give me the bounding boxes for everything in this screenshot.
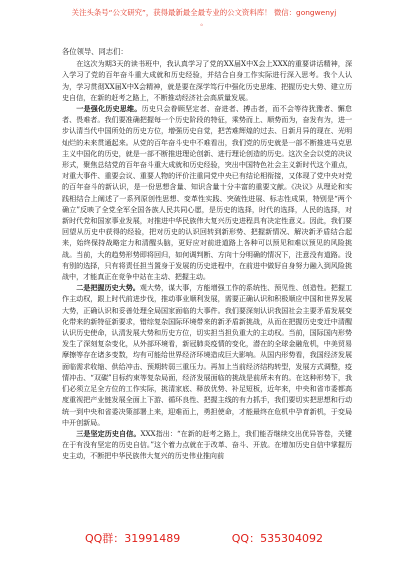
paragraph-history-trend	[62, 282, 352, 428]
paragraph-history-confidence	[62, 428, 352, 462]
paragraph-history-thinking	[62, 103, 352, 282]
section-body-1: 历史只会眷顾坚定者、奋进者、搏击者，而不会等待犹豫者、懈怠者、畏难者。我们要准确把握每一个历史阶段的特征，乘势而上、顺势而为，奋发有为，进一步认清当代中国所处的历史方位，增强历史自觉，把苦难辉煌的过去、日新月异的现在、光明灿烂的未来贯通起来。从党的百年奋斗史中不难看出，我们党的历史就是一部不断推进马克思主义中国化的历史，就是一部不断推进理论创新、进行理论创造的历史。这次全会以党的决议形式，聚焦总结党的百年奋斗重大成就和历史经验，突出中国特色社会主义新时代这个重点，对重大事件、重要会议、重要人物的评价注重同党中央已有结论相衔接，又体现了党中央对党的百年奋斗的新认识，是一份思想含量、知识含量十分丰富的重要文献。《决议》从理论和实践相结合上阐述了一系列原创性思想、变革性实践、突破性进展、标志性成果，特别是“两个确立”反映了全党全军全国各族人民共同心愿，是历史的选择，时代的选择，人民的选择，对新时代党和国家事业发展，对推进中华民族伟大复兴历史进程具有决定性意义。因此，我们要回望从历史中获得的经验，把对历史的认识回转到新形势、把握新情况、解决新矛盾结合起来，始终保持战略定力和清醒头脑，更好应对前进道路上各种可以预见和难以预见的风险挑战。当前，大的趋势形势即将回归，如何调判断、方向十分明确的情况下，注意没有道路。没有别的选择，只有将责任担当置身于发展的历史进程中，在前进中做好自身努力融入到风险挑战中，才能真正在竞争中站在主动、把握主动。	[62, 104, 352, 282]
greeting: 各位领导、同志们：	[62, 47, 128, 56]
section-heading-2: 二是把握历史大势。	[76, 283, 140, 293]
section-body-3: XXX指出：“在新的赶考之路上，我们能否继续交出优异答卷，关键在于有没有坚定的历史自信。”这个着力点就在于改革、奋斗、开放。在增加历史自信中掌握历史主动，不断把中华民族伟大复兴的历史伟业推向前	[62, 428, 352, 461]
promo-banner	[0, 8, 408, 42]
qq-number: QQ：535304092	[231, 532, 324, 545]
section-heading-1: 一是强化历史思维。	[76, 104, 142, 114]
promo-banner-text: 关注头条号“公文研究”，获得最新最全最专业的公文资料库！ 微信：gongwenyj	[71, 8, 337, 17]
promo-banner-punct: 。	[200, 18, 208, 27]
document-body	[62, 46, 352, 516]
section-heading-3: 三是坚定历史自信。	[76, 428, 141, 438]
paragraph-intro: 在这次为期3天的读书班中，我认真学习了党的XX届X中X会上XXX的重要讲话精神，深入学习了党的百年奋斗重大成就和历史经验，并结合自身工作实际进行深入思考。我个人认为，学习贯彻XX届X中X会精神，就是要在深学笃行中强化历史思维、把握历史大势、建立历史自信，在新的赶考之路上，不断推动经济社会高质量发展。	[62, 59, 352, 102]
qq-group-number: QQ群：31991489	[84, 532, 181, 545]
contact-footer	[0, 530, 408, 546]
section-body-2: 观大势，谋大事，方能增强工作的系统性、预见性、创造性。把握工作主动权，跟上时代前进步伐，推动事业顺利发展，需要正确认识和积极顺应中国和世界发展大势，正确认识和妥善处理全局国家面临的大事件。我们要深刻认识我国社会主要矛盾发展变化带来的新特征新要求，错综复杂国际环境带来的新矛盾新挑战，从而在把握历史变迁中清醒认识历史使命，认清发展大势和历史方位，切实担当担负重大的主动权。当前，国际国内形势发生了深刻复杂变化，从外部环境看，新冠肺炎疫情的变化，潜在的全球金融危机，中美贸易摩擦等存在诸多变数，均有可能给世界经济环境造成巨大影响。从国内形势看，我国经济发展面临需求收缩、供给冲击、预期转弱三重压力。再加上当前经济结构转型，发展方式调整，疫情冲击、“双碳”目标约束等复杂局面，经济发展面临的挑战是前所未有的。在这种形势下，我们必须立足全方位的工作实际，挑清家底、释放优势、补足短板，近年来，中央和省市委都高度重视把产业链发展全面上下游、循环良性、把握主线的有力抓手，我们要切实把思想和行动统一到中央和省委决策部署上来，迎难而上，勇担使命，才能最终在危机中孕育新机，于变局中开创新局。	[62, 283, 352, 427]
